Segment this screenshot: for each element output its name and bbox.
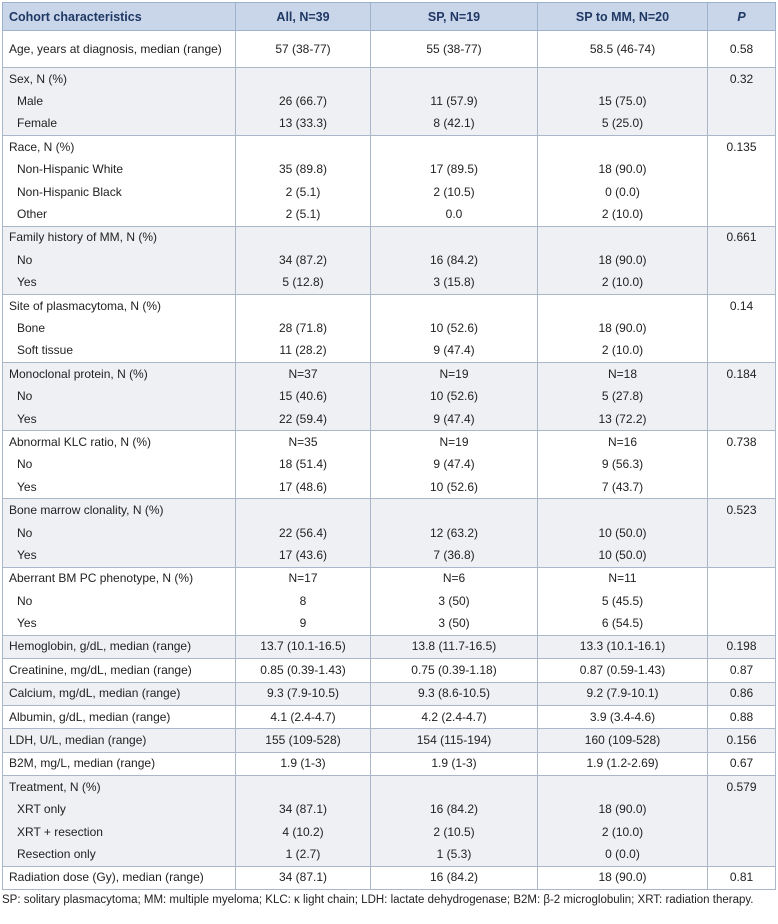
row-label: Hemoglobin, g/dL, median (range)	[3, 635, 236, 658]
table-row	[3, 31, 776, 68]
table-row	[3, 454, 776, 476]
value-cell	[236, 499, 371, 522]
value-cell: 15 (75.0)	[538, 90, 708, 112]
row-sublabel: Bone	[3, 317, 236, 339]
p-value-cell: 0.32	[708, 68, 776, 91]
value-cell	[371, 68, 538, 91]
row-sublabel: Female	[3, 113, 236, 136]
table-row	[3, 249, 776, 271]
value-cell: 17 (43.6)	[236, 544, 371, 567]
value-cell	[236, 226, 371, 249]
row-sublabel: Non-Hispanic White	[3, 159, 236, 181]
value-cell: 18 (90.0)	[538, 159, 708, 181]
value-cell	[538, 294, 708, 317]
row-label: Treatment, N (%)	[3, 776, 236, 799]
value-cell: 16 (84.2)	[371, 799, 538, 821]
p-value-cell: 0.67	[708, 752, 776, 775]
table-row	[3, 799, 776, 821]
value-cell: N=18	[538, 363, 708, 386]
value-cell: 8	[236, 590, 371, 612]
value-cell	[236, 776, 371, 799]
p-value-cell: 0.661	[708, 226, 776, 249]
table-row	[3, 499, 776, 522]
row-sublabel: No	[3, 522, 236, 544]
header-cell: SP to MM, N=20	[538, 3, 708, 31]
value-cell: N=16	[538, 431, 708, 454]
row-label: Family history of MM, N (%)	[3, 226, 236, 249]
value-cell	[236, 68, 371, 91]
cohort-table	[2, 2, 776, 890]
header-cell: SP, N=19	[371, 3, 538, 31]
value-cell: 2 (10.5)	[371, 821, 538, 843]
table-row	[3, 682, 776, 705]
row-label: Site of plasmacytoma, N (%)	[3, 294, 236, 317]
value-cell: 5 (27.8)	[538, 385, 708, 407]
value-cell: 2 (10.0)	[538, 821, 708, 843]
value-cell: 35 (89.8)	[236, 159, 371, 181]
table-header	[3, 3, 776, 31]
value-cell: 3.9 (3.4-4.6)	[538, 705, 708, 728]
row-label: Age, years at diagnosis, median (range)	[3, 31, 236, 68]
value-cell: 17 (89.5)	[371, 159, 538, 181]
table-row	[3, 843, 776, 866]
value-cell: 18 (90.0)	[538, 249, 708, 271]
value-cell: N=11	[538, 567, 708, 590]
value-cell: 155 (109-528)	[236, 729, 371, 752]
value-cell: 12 (63.2)	[371, 522, 538, 544]
row-label: Calcium, mg/dL, median (range)	[3, 682, 236, 705]
row-label: Monoclonal protein, N (%)	[3, 363, 236, 386]
value-cell: 2 (5.1)	[236, 181, 371, 203]
p-value-cell	[708, 612, 776, 635]
table-row	[3, 68, 776, 91]
value-cell: 13 (72.2)	[538, 408, 708, 431]
value-cell: 3 (15.8)	[371, 272, 538, 295]
row-sublabel: No	[3, 385, 236, 407]
table-row	[3, 659, 776, 682]
table-row	[3, 821, 776, 843]
value-cell: 34 (87.1)	[236, 799, 371, 821]
value-cell: N=19	[371, 363, 538, 386]
p-value-cell	[708, 317, 776, 339]
table-row	[3, 612, 776, 635]
value-cell: 13.8 (11.7-16.5)	[371, 635, 538, 658]
value-cell: 4.2 (2.4-4.7)	[371, 705, 538, 728]
table-row	[3, 752, 776, 775]
row-sublabel: Yes	[3, 612, 236, 635]
value-cell: 9.3 (8.6-10.5)	[371, 682, 538, 705]
p-value-cell	[708, 821, 776, 843]
value-cell	[236, 294, 371, 317]
p-value-cell	[708, 799, 776, 821]
value-cell: 5 (25.0)	[538, 113, 708, 136]
value-cell	[371, 499, 538, 522]
value-cell: N=37	[236, 363, 371, 386]
value-cell: N=35	[236, 431, 371, 454]
value-cell: 2 (10.0)	[538, 272, 708, 295]
row-sublabel: No	[3, 590, 236, 612]
row-sublabel: XRT only	[3, 799, 236, 821]
table-row	[3, 776, 776, 799]
row-label: Sex, N (%)	[3, 68, 236, 91]
value-cell: 1.9 (1-3)	[236, 752, 371, 775]
table-row	[3, 590, 776, 612]
table-row	[3, 159, 776, 181]
value-cell: 18 (51.4)	[236, 454, 371, 476]
header-cell: P	[708, 3, 776, 31]
value-cell: N=17	[236, 567, 371, 590]
value-cell: 10 (50.0)	[538, 544, 708, 567]
table-row	[3, 408, 776, 431]
value-cell: 10 (52.6)	[371, 317, 538, 339]
value-cell: 8 (42.1)	[371, 113, 538, 136]
table-row	[3, 317, 776, 339]
table-row	[3, 385, 776, 407]
value-cell: 13.3 (10.1-16.1)	[538, 635, 708, 658]
row-sublabel: Male	[3, 90, 236, 112]
value-cell: 55 (38-77)	[371, 31, 538, 68]
value-cell: 28 (71.8)	[236, 317, 371, 339]
value-cell: 1 (5.3)	[371, 843, 538, 866]
table-row	[3, 544, 776, 567]
value-cell: 3 (50)	[371, 590, 538, 612]
table-row	[3, 363, 776, 386]
value-cell: 15 (40.6)	[236, 385, 371, 407]
p-value-cell	[708, 408, 776, 431]
p-value-cell	[708, 454, 776, 476]
table-row	[3, 431, 776, 454]
row-label: Bone marrow clonality, N (%)	[3, 499, 236, 522]
header-cell: Cohort characteristics	[3, 3, 236, 31]
value-cell: 7 (36.8)	[371, 544, 538, 567]
value-cell: 2 (10.0)	[538, 340, 708, 363]
value-cell: 5 (12.8)	[236, 272, 371, 295]
row-sublabel: XRT + resection	[3, 821, 236, 843]
table-row	[3, 476, 776, 499]
p-value-cell: 0.156	[708, 729, 776, 752]
p-value-cell	[708, 522, 776, 544]
row-sublabel: No	[3, 249, 236, 271]
value-cell: 57 (38-77)	[236, 31, 371, 68]
value-cell: N=19	[371, 431, 538, 454]
value-cell: 2 (10.0)	[538, 203, 708, 226]
value-cell: 3 (50)	[371, 612, 538, 635]
p-value-cell: 0.198	[708, 635, 776, 658]
p-value-cell	[708, 590, 776, 612]
table-body	[3, 31, 776, 890]
value-cell: 0.85 (0.39-1.43)	[236, 659, 371, 682]
table-row	[3, 294, 776, 317]
value-cell: N=6	[371, 567, 538, 590]
value-cell: 16 (84.2)	[371, 866, 538, 889]
table-row	[3, 113, 776, 136]
value-cell: 9 (56.3)	[538, 454, 708, 476]
table-row	[3, 136, 776, 159]
p-value-cell: 0.86	[708, 682, 776, 705]
row-sublabel: Resection only	[3, 843, 236, 866]
p-value-cell	[708, 567, 776, 590]
p-value-cell	[708, 90, 776, 112]
value-cell: 0 (0.0)	[538, 843, 708, 866]
value-cell	[538, 499, 708, 522]
p-value-cell	[708, 272, 776, 295]
value-cell: 1.9 (1-3)	[371, 752, 538, 775]
value-cell	[538, 226, 708, 249]
row-sublabel: Soft tissue	[3, 340, 236, 363]
table-row	[3, 635, 776, 658]
value-cell: 34 (87.1)	[236, 866, 371, 889]
row-sublabel: Yes	[3, 408, 236, 431]
p-value-cell	[708, 203, 776, 226]
value-cell: 160 (109-528)	[538, 729, 708, 752]
value-cell: 18 (90.0)	[538, 866, 708, 889]
row-label: Creatinine, mg/dL, median (range)	[3, 659, 236, 682]
footnote: SP: solitary plasmacytoma; MM: multiple myeloma; KLC: κ light chain; LDH: lactate dehydrogenase; B2M: β-2 microglobulin; XRT: radiation therapy.	[2, 894, 754, 906]
row-sublabel: Yes	[3, 476, 236, 499]
row-label: Race, N (%)	[3, 136, 236, 159]
table-row	[3, 866, 776, 889]
table-row	[3, 226, 776, 249]
row-sublabel: Yes	[3, 544, 236, 567]
row-label: Albumin, g/dL, median (range)	[3, 705, 236, 728]
table-row	[3, 567, 776, 590]
p-value-cell: 0.58	[708, 31, 776, 68]
p-value-cell: 0.81	[708, 866, 776, 889]
p-value-cell: 0.184	[708, 363, 776, 386]
value-cell: 6 (54.5)	[538, 612, 708, 635]
value-cell: 1.9 (1.2-2.69)	[538, 752, 708, 775]
row-sublabel: No	[3, 454, 236, 476]
value-cell: 16 (84.2)	[371, 249, 538, 271]
value-cell: 17 (48.6)	[236, 476, 371, 499]
p-value-cell	[708, 544, 776, 567]
row-label: LDH, U/L, median (range)	[3, 729, 236, 752]
p-value-cell	[708, 113, 776, 136]
value-cell	[371, 226, 538, 249]
value-cell: 9 (47.4)	[371, 340, 538, 363]
value-cell: 154 (115-194)	[371, 729, 538, 752]
value-cell: 18 (90.0)	[538, 317, 708, 339]
value-cell: 9.2 (7.9-10.1)	[538, 682, 708, 705]
value-cell: 4 (10.2)	[236, 821, 371, 843]
value-cell: 5 (45.5)	[538, 590, 708, 612]
table-row	[3, 90, 776, 112]
value-cell: 1 (2.7)	[236, 843, 371, 866]
value-cell: 4.1 (2.4-4.7)	[236, 705, 371, 728]
table-row	[3, 705, 776, 728]
p-value-cell: 0.579	[708, 776, 776, 799]
value-cell: 9 (47.4)	[371, 408, 538, 431]
p-value-cell: 0.88	[708, 705, 776, 728]
row-label: Abnormal KLC ratio, N (%)	[3, 431, 236, 454]
value-cell: 34 (87.2)	[236, 249, 371, 271]
value-cell: 0.75 (0.39-1.18)	[371, 659, 538, 682]
value-cell: 7 (43.7)	[538, 476, 708, 499]
p-value-cell	[708, 181, 776, 203]
p-value-cell	[708, 249, 776, 271]
value-cell: 9 (47.4)	[371, 454, 538, 476]
table-row	[3, 203, 776, 226]
value-cell	[371, 136, 538, 159]
header-cell: All, N=39	[236, 3, 371, 31]
p-value-cell	[708, 385, 776, 407]
p-value-cell	[708, 159, 776, 181]
value-cell: 10 (52.6)	[371, 385, 538, 407]
row-label: Aberrant BM PC phenotype, N (%)	[3, 567, 236, 590]
value-cell: 9.3 (7.9-10.5)	[236, 682, 371, 705]
value-cell: 2 (5.1)	[236, 203, 371, 226]
value-cell: 10 (50.0)	[538, 522, 708, 544]
header-row	[3, 3, 776, 31]
row-label: Radiation dose (Gy), median (range)	[3, 866, 236, 889]
value-cell	[371, 294, 538, 317]
row-label: B2M, mg/L, median (range)	[3, 752, 236, 775]
value-cell: 58.5 (46-74)	[538, 31, 708, 68]
p-value-cell: 0.14	[708, 294, 776, 317]
value-cell	[371, 776, 538, 799]
value-cell: 26 (66.7)	[236, 90, 371, 112]
value-cell: 22 (56.4)	[236, 522, 371, 544]
p-value-cell	[708, 340, 776, 363]
p-value-cell	[708, 843, 776, 866]
table-row	[3, 729, 776, 752]
value-cell: 9	[236, 612, 371, 635]
p-value-cell: 0.738	[708, 431, 776, 454]
value-cell: 22 (59.4)	[236, 408, 371, 431]
value-cell: 13 (33.3)	[236, 113, 371, 136]
value-cell: 11 (28.2)	[236, 340, 371, 363]
p-value-cell: 0.523	[708, 499, 776, 522]
table-row	[3, 340, 776, 363]
p-value-cell: 0.87	[708, 659, 776, 682]
table-row	[3, 181, 776, 203]
table-row	[3, 522, 776, 544]
value-cell: 10 (52.6)	[371, 476, 538, 499]
table-row	[3, 272, 776, 295]
row-sublabel: Non-Hispanic Black	[3, 181, 236, 203]
value-cell	[538, 136, 708, 159]
value-cell	[538, 68, 708, 91]
value-cell: 0 (0.0)	[538, 181, 708, 203]
row-sublabel: Other	[3, 203, 236, 226]
value-cell: 18 (90.0)	[538, 799, 708, 821]
value-cell: 11 (57.9)	[371, 90, 538, 112]
value-cell	[236, 136, 371, 159]
p-value-cell	[708, 476, 776, 499]
value-cell: 2 (10.5)	[371, 181, 538, 203]
p-value-cell: 0.135	[708, 136, 776, 159]
value-cell: 13.7 (10.1-16.5)	[236, 635, 371, 658]
row-sublabel: Yes	[3, 272, 236, 295]
value-cell: 0.87 (0.59-1.43)	[538, 659, 708, 682]
value-cell	[538, 776, 708, 799]
value-cell: 0.0	[371, 203, 538, 226]
